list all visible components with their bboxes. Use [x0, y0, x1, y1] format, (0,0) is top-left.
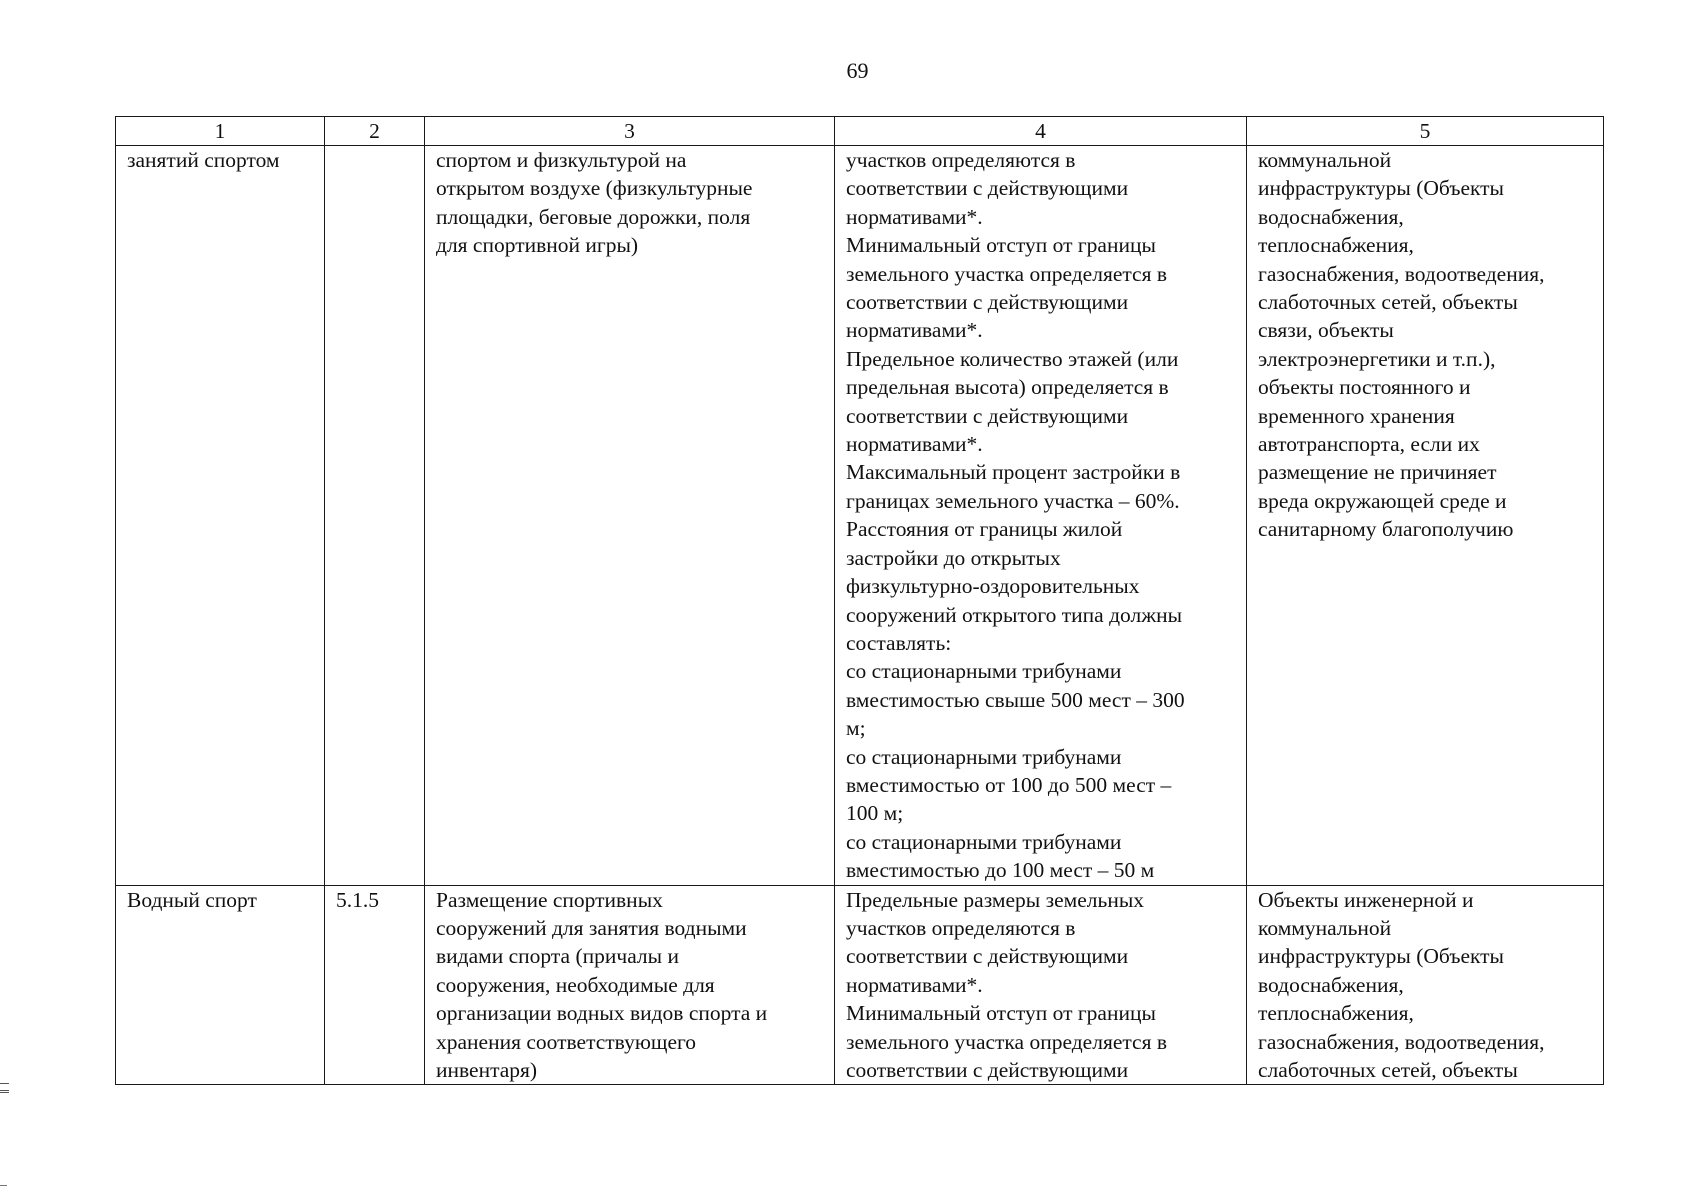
use-type-name: занятий спортом — [116, 146, 325, 886]
regulations-table — [115, 116, 1604, 1085]
scan-margin-mark — [0, 1083, 9, 1091]
table-row — [116, 146, 1604, 886]
page-number: 69 — [846, 58, 869, 83]
column-header: 3 — [425, 117, 835, 146]
limit-parameters: Предельные размеры земельных участков определяются в соответствии с действующими нормативами*. Минимальный отступ от границы земельного участка определяется в соответствии с действующими — [835, 885, 1247, 1085]
auxiliary-uses: Объекты инженерной и коммунальной инфраструктуры (Объекты водоснабжения, теплоснабжения, газоснабжения, водоотведения, слаботочных сетей, объекты — [1247, 885, 1604, 1085]
use-type-code — [325, 146, 425, 886]
use-type-description: Размещение спортивных сооружений для занятия водными видами спорта (причалы и сооружения, необходимые для организации водных видов спорта и хранения соответствующего инвентаря) — [425, 885, 835, 1085]
auxiliary-uses: коммунальной инфраструктуры (Объекты водоснабжения, теплоснабжения, газоснабжения, водоотведения, слаботочных сетей, объекты связи, объекты электроэнергетики и т.п.), объекты постоянного и временного хранения автотранспорта, если их размещение не причиняет вреда окружающей среде и санитарному благополучию — [1247, 146, 1604, 886]
table-header-row — [116, 117, 1604, 146]
table-row — [116, 885, 1604, 1085]
use-type-description: спортом и физкультурой на открытом воздухе (физкультурные площадки, беговые дорожки, поля для спортивной игры) — [425, 146, 835, 886]
column-header: 2 — [325, 117, 425, 146]
use-type-name: Водный спорт — [116, 885, 325, 1085]
use-type-code: 5.1.5 — [325, 885, 425, 1085]
column-header: 1 — [116, 117, 325, 146]
column-header: 5 — [1247, 117, 1604, 146]
scan-margin-tick — [0, 1185, 7, 1186]
column-header: 4 — [835, 117, 1247, 146]
limit-parameters: участков определяются в соответствии с действующими нормативами*. Минимальный отступ от границы земельного участка определяется в соответствии с действующими нормативами*. Предельное количество этажей (или предельная высота) определяется в соответствии с действующими нормативами*. Максимальный процент застройки в границах земельного участка – 60%. Расстояния от границы жилой застройки до открытых физкультурно-оздоровительных сооружений открытого типа должны составлять: со стационарными трибунами вместимостью свыше 500 мест – 300 м; со стационарными трибунами вместимостью от 100 до 500 мест – 100 м; со стационарными трибунами вместимостью до 100 мест – 50 м — [835, 146, 1247, 886]
